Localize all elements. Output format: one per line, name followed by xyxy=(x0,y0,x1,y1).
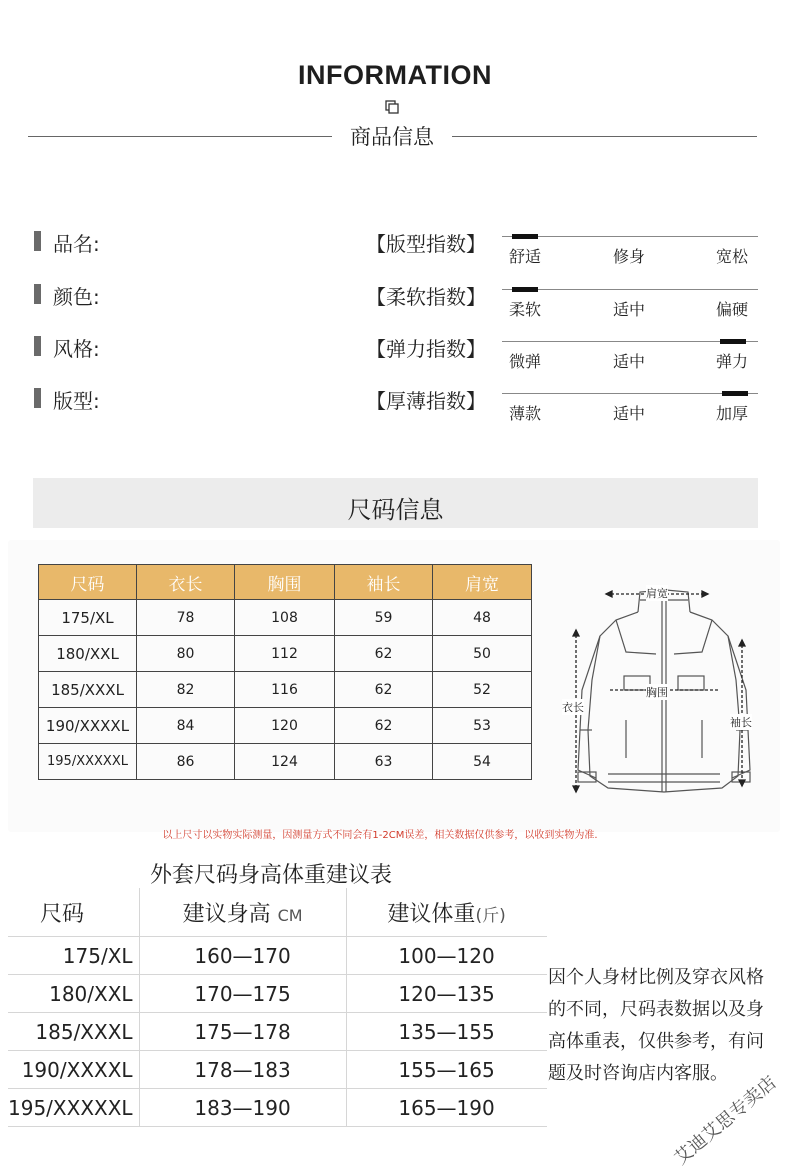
scale-option: 柔软 xyxy=(509,300,542,319)
label-bar xyxy=(34,336,41,356)
table-cell: 165—190 xyxy=(346,1089,547,1127)
table-cell: 62 xyxy=(335,708,433,744)
header-weight: 建议体重 xyxy=(387,901,476,927)
table-cell: 178—183 xyxy=(139,1051,346,1089)
table-cell: 170—175 xyxy=(139,975,346,1013)
table-cell: 63 xyxy=(335,744,433,780)
scale-option: 宽松 xyxy=(716,247,749,266)
copy-icon xyxy=(384,99,400,115)
table-cell: 53 xyxy=(433,708,532,744)
diagram-label-chest: 胸围 xyxy=(646,686,668,699)
table-cell: 185/XXXL xyxy=(39,672,137,708)
table-row xyxy=(8,1051,547,1089)
label-fit: 版型: xyxy=(53,389,100,413)
header-weight-unit: (斤) xyxy=(475,905,506,926)
table-cell: 48 xyxy=(433,600,532,636)
scale-option: 偏硬 xyxy=(716,300,749,319)
size-table xyxy=(38,564,532,780)
table-row xyxy=(39,672,532,708)
index-fit-label: 【版型指数】 xyxy=(366,232,486,256)
header-cell: 袖长 xyxy=(335,565,433,600)
header-height-unit: CM xyxy=(277,905,303,925)
header-cell: 衣长 xyxy=(137,565,235,600)
height-weight-table xyxy=(8,888,547,1127)
scale-marker xyxy=(512,287,538,292)
table-cell: 135—155 xyxy=(346,1013,547,1051)
table-cell: 78 xyxy=(137,600,235,636)
table-row xyxy=(8,1089,547,1127)
table-cell: 54 xyxy=(433,744,532,780)
header-height: 建议身高 xyxy=(182,901,271,927)
table-cell: 62 xyxy=(335,672,433,708)
measurement-note: 以上尺寸以实物实际测量，因测量方式不同会有1-2CM误差，相关数据仅供参考，以收到实物为准. xyxy=(162,830,598,841)
table-row xyxy=(39,600,532,636)
table-cell: 155—165 xyxy=(346,1051,547,1089)
diagram-label-shoulder: 肩宽 xyxy=(646,587,668,600)
diagram-label-sleeve: 袖长 xyxy=(730,716,752,729)
scale-marker xyxy=(720,339,746,344)
height-weight-title: 外套尺码身高体重建议表 xyxy=(150,863,393,888)
scale-option: 舒适 xyxy=(509,247,542,266)
section-subtitle: 商品信息 xyxy=(350,125,434,149)
table-cell: 190/XXXXL xyxy=(8,1051,139,1089)
shop-watermark: 艾迪艾思专卖店 xyxy=(670,1072,781,1170)
table-row xyxy=(39,636,532,672)
table-cell: 108 xyxy=(235,600,335,636)
label-style: 风格: xyxy=(53,337,100,361)
table-row xyxy=(8,975,547,1013)
table-header-row xyxy=(39,565,532,600)
table-cell: 62 xyxy=(335,636,433,672)
divider-right xyxy=(452,136,757,137)
scale-marker xyxy=(512,234,538,239)
table-cell: 84 xyxy=(137,708,235,744)
table-cell: 160—170 xyxy=(139,937,346,975)
header-cell: 尺码 xyxy=(39,565,137,600)
scale-line xyxy=(502,236,758,237)
table-cell: 116 xyxy=(235,672,335,708)
table-cell: 185/XXXL xyxy=(8,1013,139,1051)
scale-option: 加厚 xyxy=(716,404,749,423)
diagram-label-length: 衣长 xyxy=(562,701,584,714)
fit-disclaimer: 因个人身材比例及穿衣风格的不同，尺码表数据以及身高体重表，仅供参考，有问题及时咨询店内客服。 xyxy=(548,967,764,1084)
page-title: INFORMATION xyxy=(298,60,492,90)
table-cell: 120—135 xyxy=(346,975,547,1013)
scale-option: 弹力 xyxy=(716,352,749,371)
table-cell: 100—120 xyxy=(346,937,547,975)
scale-option: 适中 xyxy=(613,352,646,371)
divider-left xyxy=(28,136,332,137)
header-cell: 肩宽 xyxy=(433,565,532,600)
table-row xyxy=(39,744,532,780)
scale-line xyxy=(502,289,758,290)
scale-option: 薄款 xyxy=(509,404,542,423)
table-cell: 112 xyxy=(235,636,335,672)
scale-line xyxy=(502,393,758,394)
label-bar xyxy=(34,284,41,304)
table-cell: 180/XXL xyxy=(39,636,137,672)
scale-marker xyxy=(722,391,748,396)
table-cell: 190/XXXXL xyxy=(39,708,137,744)
index-softness-label: 【柔软指数】 xyxy=(366,285,486,309)
table-cell: 86 xyxy=(137,744,235,780)
size-section-title: 尺码信息 xyxy=(347,496,444,524)
scale-option: 适中 xyxy=(613,300,646,319)
table-row xyxy=(8,937,547,975)
scale-option: 修身 xyxy=(613,247,646,266)
table-cell: 180/XXL xyxy=(8,975,139,1013)
label-name: 品名: xyxy=(53,232,100,256)
table-cell: 52 xyxy=(433,672,532,708)
table-cell: 175/XL xyxy=(39,600,137,636)
table-cell: 195/XXXXXL xyxy=(39,744,137,780)
table-header-row xyxy=(8,888,547,937)
label-bar xyxy=(34,388,41,408)
scale-option: 微弹 xyxy=(509,352,542,371)
table-cell: 50 xyxy=(433,636,532,672)
index-thickness-label: 【厚薄指数】 xyxy=(366,389,486,413)
table-cell: 195/XXXXXL xyxy=(8,1089,139,1127)
header-cell: 胸围 xyxy=(235,565,335,600)
header-cell xyxy=(139,888,346,937)
table-cell: 124 xyxy=(235,744,335,780)
table-row xyxy=(8,1013,547,1051)
table-row xyxy=(39,708,532,744)
label-bar xyxy=(34,231,41,251)
header-cell xyxy=(346,888,547,937)
table-cell: 175—178 xyxy=(139,1013,346,1051)
label-color: 颜色: xyxy=(53,285,100,309)
table-cell: 82 xyxy=(137,672,235,708)
index-elastic-label: 【弹力指数】 xyxy=(366,337,486,361)
table-cell: 183—190 xyxy=(139,1089,346,1127)
header-cell: 尺码 xyxy=(8,888,139,937)
table-cell: 59 xyxy=(335,600,433,636)
table-cell: 120 xyxy=(235,708,335,744)
scale-option: 适中 xyxy=(613,404,646,423)
table-cell: 175/XL xyxy=(8,937,139,975)
table-cell: 80 xyxy=(137,636,235,672)
